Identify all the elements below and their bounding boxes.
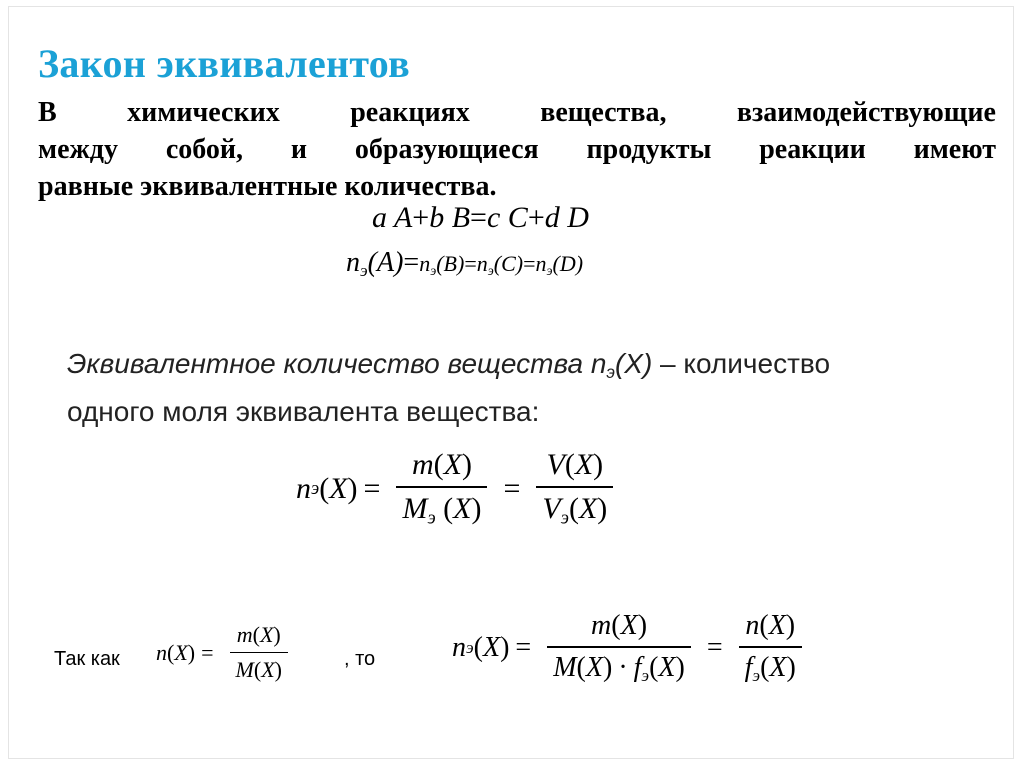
coef-d: d [544, 201, 560, 234]
paren: ( [760, 652, 770, 683]
equals-sign: = [464, 251, 477, 276]
dot-operator: · [618, 652, 628, 683]
subscript-e: э [641, 666, 650, 686]
equals-sign: = [503, 471, 521, 505]
paren: ) [786, 652, 796, 683]
paren: ) [602, 652, 613, 683]
paren: ( [433, 448, 444, 481]
paren: ( [759, 610, 769, 641]
law-line-1: В химических реакциях вещества, взаимодействующие [38, 97, 996, 128]
n-symbol: n [296, 471, 311, 505]
paren: ) [785, 610, 796, 641]
n-symbol: n [156, 639, 167, 665]
fraction-mass [230, 622, 288, 683]
subscript-e: э [360, 261, 368, 281]
var-X: X [620, 610, 638, 641]
fraction-mass [396, 448, 487, 530]
denominator [739, 646, 802, 686]
coef-b: b [429, 201, 445, 234]
paren: ) [637, 610, 648, 641]
paren: ) [273, 622, 281, 647]
var-X: X [482, 632, 501, 664]
numerator [406, 448, 478, 486]
equals-sign: = [470, 201, 487, 234]
var-X: X [443, 448, 462, 481]
n-symbol: n [590, 348, 607, 379]
subscript-e: э [466, 638, 474, 658]
numerator [231, 622, 287, 652]
plus-sign: + [412, 201, 430, 234]
denominator [536, 486, 613, 530]
M-symbol: M [553, 652, 577, 683]
n-symbol: n [745, 610, 760, 641]
numerator [585, 610, 653, 646]
slide-title: Закон эквивалентов [38, 41, 410, 86]
paren: ( [252, 622, 260, 647]
paren: ) [593, 448, 604, 481]
n-symbol: n [452, 632, 466, 664]
n-symbol: n [476, 251, 488, 276]
V-symbol: V [546, 448, 565, 481]
m-symbol: m [236, 622, 253, 647]
equivalents-equality [346, 247, 583, 281]
n-symbol: n [419, 251, 431, 276]
law-line-3: равные эквивалентные количества. [38, 171, 497, 202]
var-X: X [174, 639, 188, 665]
numerator [541, 448, 610, 486]
paren: ) [471, 492, 482, 525]
numerator [739, 610, 801, 646]
var-X: X [658, 652, 676, 683]
definition-dash: – количество [652, 348, 831, 379]
paren: ( [568, 492, 579, 525]
equals-sign: = [403, 247, 420, 278]
term-X: (X) [614, 348, 653, 379]
paren: ) [274, 657, 282, 682]
f-symbol: f [744, 652, 753, 683]
subscript-e: э [606, 362, 615, 383]
var-X: X [768, 610, 786, 641]
subscript-e: э [752, 666, 761, 686]
paren: ) [597, 492, 608, 525]
denominator [230, 652, 288, 683]
M-symbol: M [235, 657, 254, 682]
var-X: X [578, 492, 598, 525]
equivalence-factor-formula [452, 610, 812, 686]
var-X: X [769, 652, 787, 683]
definition-text [67, 344, 830, 432]
since-label: Так как [54, 648, 120, 670]
equals-sign: = [706, 632, 723, 664]
coef-a: a [372, 201, 387, 234]
m-symbol: m [591, 610, 612, 641]
paren: ( [576, 652, 586, 683]
fraction-amount-factor [739, 610, 802, 686]
definition-lead: Эквивалентное количество вещества [67, 348, 584, 379]
f-symbol: f [633, 652, 642, 683]
term-C: (C) [493, 251, 524, 276]
var-X: X [453, 492, 472, 525]
law-statement [38, 94, 996, 205]
var-X: X [259, 622, 274, 647]
paren: ) [461, 448, 472, 481]
substance-B: B [451, 201, 471, 234]
paren: ( [443, 492, 454, 525]
then-label: , то [344, 648, 376, 670]
law-line-2: между собой, и образующиеся продукты реакции имеют [38, 134, 996, 165]
equals-sign: = [523, 251, 536, 276]
V-symbol: V [542, 492, 561, 525]
n-symbol: n [535, 251, 547, 276]
coef-c: c [486, 201, 501, 234]
paren: ( [253, 657, 262, 682]
term-A: (A) [367, 247, 404, 278]
substance-A: A [393, 201, 413, 234]
amount-formula [156, 622, 298, 683]
paren: ( [649, 652, 659, 683]
term-D: (D) [552, 251, 584, 276]
plus-sign: + [527, 201, 545, 234]
fraction-volume [536, 448, 613, 530]
n-symbol: n [346, 247, 360, 278]
var-X: X [261, 657, 275, 682]
denominator [547, 646, 691, 686]
m-symbol: m [411, 448, 434, 481]
var-X: X [585, 652, 603, 683]
subscript-e: э [560, 507, 569, 529]
paren: ( [167, 639, 175, 665]
substance-C: C [507, 201, 528, 234]
paren: ) [675, 652, 685, 683]
M-symbol: M [402, 492, 428, 525]
fraction-mass-factor [547, 610, 691, 686]
subscript-e: э [546, 263, 553, 279]
paren: ) [347, 471, 358, 505]
paren: ) [187, 639, 196, 665]
subscript-e: э [487, 263, 494, 279]
subscript-e: э [427, 507, 436, 529]
subscript-e: э [311, 477, 320, 499]
equals-sign: = [363, 471, 381, 505]
paren: ( [611, 610, 621, 641]
reaction-equation [372, 201, 589, 235]
var-X: X [574, 448, 594, 481]
definition-line-1 [67, 344, 830, 392]
equals-sign: = [201, 639, 214, 665]
definition-line-2: одного моля эквивалента вещества: [67, 396, 540, 428]
paren: ( [473, 632, 483, 664]
var-X: X [329, 471, 348, 505]
substance-D: D [567, 201, 589, 234]
paren: ( [564, 448, 575, 481]
denominator [396, 486, 487, 530]
paren: ( [319, 471, 330, 505]
subscript-e: э [430, 263, 437, 279]
equals-sign: = [515, 632, 532, 664]
equivalent-amount-formula [296, 448, 623, 530]
term-B: (B) [436, 251, 465, 276]
paren: ) [500, 632, 510, 664]
